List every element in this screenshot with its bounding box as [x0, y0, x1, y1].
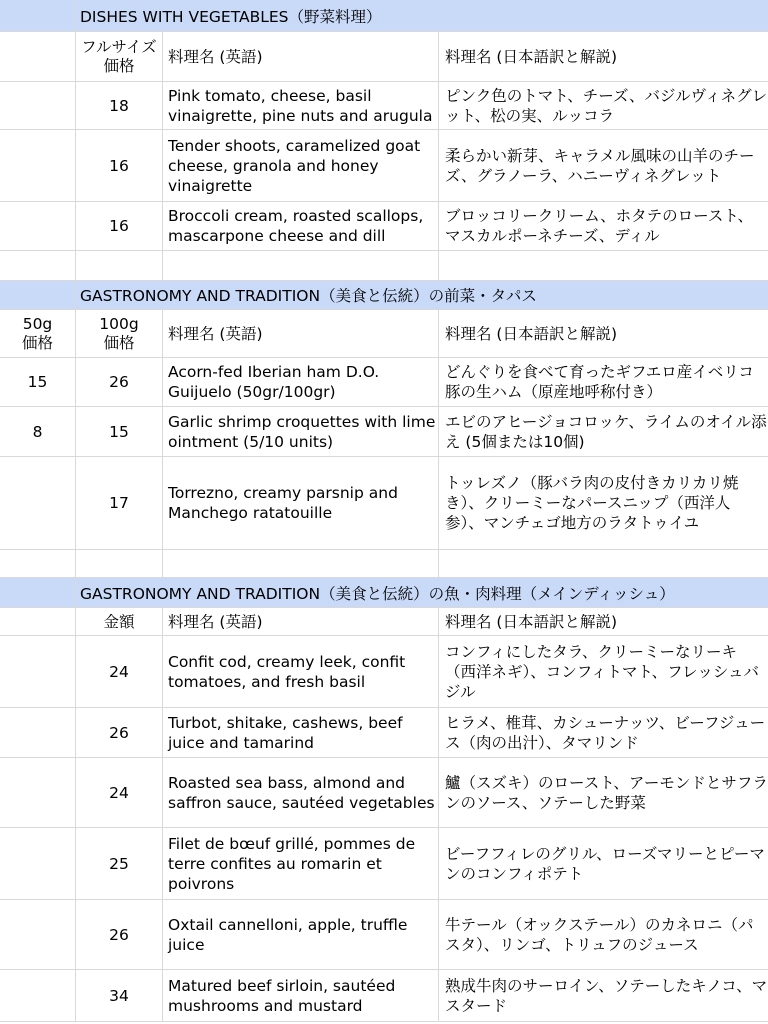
name-en-header[interactable]: 料理名 (英語) [163, 310, 439, 357]
price-a-cell[interactable] [0, 130, 76, 201]
price-b-cell[interactable]: 26 [76, 358, 163, 406]
price-b-cell[interactable]: 24 [76, 758, 163, 827]
dish-name-ja[interactable]: 柔らかい新芽、キャラメル風味の山羊のチーズ、グラノーラ、ハニーヴィネグレット [445, 146, 755, 185]
dish-name-ja[interactable]: トッレズノ（豚バラ肉の皮付きカリカリ焼き）、クリーミーなパースニップ（西洋人参）、マンチェゴ地方のラタトゥイユ [445, 474, 739, 532]
table-row[interactable] [0, 130, 768, 202]
cell[interactable] [0, 281, 76, 309]
table-row[interactable] [0, 202, 768, 251]
price-a-cell[interactable]: 15 [0, 358, 76, 406]
price-a-cell[interactable] [0, 82, 76, 129]
dish-name-en[interactable]: Garlic shrimp croquettes with lime ointment (5/10 units) [163, 407, 439, 456]
dish-name-en[interactable]: Acorn-fed Iberian ham D.O. Guijuelo (50gr/100gr) [163, 358, 439, 406]
dish-name-ja[interactable]: 鱸（スズキ）のロースト、アーモンドとサフランのソース、ソテーした野菜 [445, 773, 768, 812]
dish-name-en[interactable]: Broccoli cream, roasted scallops, mascarpone cheese and dill [163, 202, 439, 250]
dish-name-en[interactable]: Turbot, shitake, cashews, beef juice and tamarind [163, 708, 439, 757]
dish-name-ja[interactable]: 熟成牛肉のサーロイン、ソテーしたキノコ、マスタード [445, 976, 768, 1015]
section-title: GASTRONOMY AND TRADITION（美食と伝統）の前菜・タパス [80, 287, 537, 305]
dish-name-en[interactable]: Tender shoots, caramelized goat cheese, granola and honey vinaigrette [163, 130, 439, 201]
name-ja-header[interactable]: 料理名 (日本語訳と解説) [445, 324, 618, 343]
table-row[interactable] [0, 900, 768, 970]
dish-name-en[interactable]: Roasted sea bass, almond and saffron sauce, sautéed vegetables [163, 758, 439, 827]
name-ja-header[interactable]: 料理名 (日本語訳と解説) [445, 612, 618, 631]
dish-name-ja[interactable]: ブロッコリークリーム、ホタテのロースト、マスカルポーネチーズ、ディル [445, 207, 753, 245]
price-b-cell[interactable]: 16 [76, 202, 163, 250]
name-ja-header[interactable]: 料理名 (日本語訳と解説) [445, 47, 618, 66]
dish-name-en[interactable]: Oxtail cannelloni, apple, truffle juice [163, 900, 439, 969]
section-title: GASTRONOMY AND TRADITION（美食と伝統）の魚・肉料理（メインディッシュ） [80, 584, 675, 603]
table-row[interactable] [0, 457, 768, 550]
price-a-cell[interactable] [0, 457, 76, 549]
cell[interactable] [0, 578, 76, 607]
price-a-cell[interactable] [0, 202, 76, 250]
table-row[interactable] [0, 82, 768, 130]
price-a-cell[interactable]: 8 [0, 407, 76, 456]
section-header-tapas[interactable] [0, 281, 768, 310]
table-row[interactable] [0, 758, 768, 828]
table-row[interactable] [0, 636, 768, 708]
price-a-header[interactable] [0, 32, 76, 81]
price-b-header[interactable]: フルサイズ 価格 [76, 32, 163, 81]
empty-row[interactable] [0, 251, 768, 281]
dish-name-ja[interactable]: エビのアヒージョコロッケ、ライムのオイル添え (5個または10個) [445, 412, 767, 451]
dish-name-en[interactable]: Confit cod, creamy leek, confit tomatoes, and fresh basil [163, 636, 439, 707]
dish-name-ja[interactable]: ピンク色のトマト、チーズ、バジルヴィネグレット、松の実、ルッコラ [445, 86, 768, 125]
dish-name-ja[interactable]: ヒラメ、椎茸、カシューナッツ、ビーフジュース（肉の出汁）、タマリンド [445, 713, 766, 752]
price-b-cell[interactable]: 15 [76, 407, 163, 456]
dish-name-ja[interactable]: 牛テール（オックステール）のカネロニ（パスタ）、リンゴ、トリュフのジュース [445, 915, 754, 954]
price-b-header[interactable]: 金額 [76, 608, 163, 635]
section-header-vegetables[interactable] [0, 0, 768, 32]
price-b-cell[interactable]: 25 [76, 828, 163, 899]
cell[interactable] [439, 251, 768, 280]
price-b-header[interactable]: 100g 価格 [76, 310, 163, 357]
cell[interactable] [0, 251, 76, 280]
price-a-header[interactable] [0, 608, 76, 635]
dish-name-en[interactable]: Matured beef sirloin, sautéed mushrooms and mustard [163, 970, 439, 1021]
price-b-cell[interactable]: 24 [76, 636, 163, 707]
empty-row[interactable] [0, 550, 768, 578]
column-header-row[interactable] [0, 608, 768, 636]
table-row[interactable] [0, 358, 768, 407]
price-a-cell[interactable] [0, 900, 76, 969]
cell[interactable] [76, 550, 163, 577]
dish-name-en[interactable]: Filet de bœuf grillé, pommes de terre confites au romarin et poivrons [163, 828, 439, 899]
dish-name-ja[interactable]: コンフィにしたタラ、クリーミーなリーキ（西洋ネギ）、コンフィトマト、フレッシュバジル [445, 642, 760, 701]
price-a-cell[interactable] [0, 636, 76, 707]
table-row[interactable] [0, 708, 768, 758]
table-row[interactable] [0, 407, 768, 457]
price-a-cell[interactable] [0, 970, 76, 1021]
column-header-row[interactable] [0, 32, 768, 82]
price-a-header[interactable]: 50g 価格 [0, 310, 76, 357]
section-title: DISHES WITH VEGETABLES（野菜料理） [80, 7, 382, 26]
dish-name-ja[interactable]: どんぐりを食べて育ったギフエロ産イベリコ豚の生ハム（原産地呼称付き） [445, 363, 754, 401]
cell[interactable] [163, 550, 439, 577]
price-a-cell[interactable] [0, 828, 76, 899]
price-a-cell[interactable] [0, 758, 76, 827]
name-en-header[interactable]: 料理名 (英語) [163, 608, 439, 635]
price-b-cell[interactable]: 26 [76, 708, 163, 757]
table-row[interactable] [0, 828, 768, 900]
name-en-header[interactable]: 料理名 (英語) [163, 32, 439, 81]
cell[interactable] [163, 251, 439, 280]
price-b-cell[interactable]: 34 [76, 970, 163, 1021]
price-a-cell[interactable] [0, 708, 76, 757]
section-header-mains[interactable] [0, 578, 768, 608]
cell[interactable] [0, 550, 76, 577]
price-b-cell[interactable]: 18 [76, 82, 163, 129]
table-row[interactable] [0, 970, 768, 1022]
dish-name-ja[interactable]: ビーフフィレのグリル、ローズマリーとピーマンのコンフィポテト [445, 844, 765, 883]
dish-name-en[interactable]: Torrezno, creamy parsnip and Manchego ratatouille [163, 457, 439, 549]
price-b-cell[interactable]: 16 [76, 130, 163, 201]
cell[interactable] [76, 251, 163, 280]
price-b-cell[interactable]: 26 [76, 900, 163, 969]
dish-name-en[interactable]: Pink tomato, cheese, basil vinaigrette, pine nuts and arugula [163, 82, 439, 129]
cell[interactable] [439, 550, 768, 577]
column-header-row[interactable] [0, 310, 768, 358]
cell[interactable] [0, 0, 76, 31]
price-b-cell[interactable]: 17 [76, 457, 163, 549]
